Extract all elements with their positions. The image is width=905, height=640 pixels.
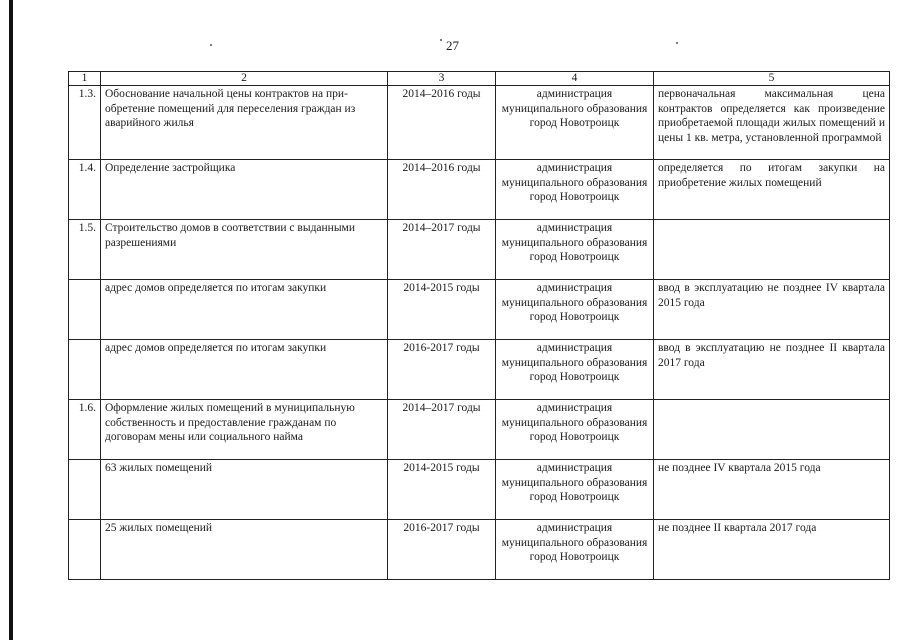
measure-name: 63 жилых помещений bbox=[101, 460, 388, 520]
measure-name: Оформление жилых помещений в муниципальную собственность и предоставление гражданам по договорам мены или социального найма bbox=[101, 400, 388, 460]
measure-name: адрес домов определяется по итогам закупки bbox=[101, 280, 388, 340]
measure-period: 2014-2015 годы bbox=[388, 460, 496, 520]
measure-period: 2014–2016 годы bbox=[388, 160, 496, 220]
table-row bbox=[69, 86, 890, 160]
measure-name: Строительство домов в соответствии с выданными разрешениями bbox=[101, 220, 388, 280]
measure-name: Определение застройщика bbox=[101, 160, 388, 220]
scan-edge-bar bbox=[9, 0, 13, 640]
measure-executor: администрация муниципального образования город Новотроицк bbox=[496, 220, 654, 280]
row-number bbox=[69, 340, 101, 400]
row-number bbox=[69, 280, 101, 340]
row-number bbox=[69, 520, 101, 580]
measure-result: первоначальная максимальная цена контрактов определяется как произведение приобретаемой площади жилых помещений и цены 1 кв. метра, установленной программой bbox=[654, 86, 890, 160]
measure-name: Обоснование начальной цены контрактов на при-обретение помещений для переселения граждан из аварийного жилья bbox=[101, 86, 388, 160]
row-number: 1.5. bbox=[69, 220, 101, 280]
measure-result: не позднее II квартала 2017 года bbox=[654, 520, 890, 580]
measure-executor: администрация муниципального образования город Новотроицк bbox=[496, 460, 654, 520]
table-row bbox=[69, 280, 890, 340]
measure-result: не позднее IV квартала 2015 года bbox=[654, 460, 890, 520]
header-col-4: 4 bbox=[496, 72, 654, 86]
header-col-5: 5 bbox=[654, 72, 890, 86]
measure-result: ввод в эксплуатацию не позднее IV квартала 2015 года bbox=[654, 280, 890, 340]
measures-table bbox=[68, 71, 890, 580]
table-row bbox=[69, 520, 890, 580]
measure-period: 2014–2017 годы bbox=[388, 220, 496, 280]
measure-executor: администрация муниципального образования город Новотроицк bbox=[496, 86, 654, 160]
header-col-3: 3 bbox=[388, 72, 496, 86]
measure-executor: администрация муниципального образования город Новотроицк bbox=[496, 400, 654, 460]
measure-executor: администрация муниципального образования город Новотроицк bbox=[496, 280, 654, 340]
table-row bbox=[69, 340, 890, 400]
measure-period: 2014–2016 годы bbox=[388, 86, 496, 160]
measure-period: 2016-2017 годы bbox=[388, 340, 496, 400]
table-row bbox=[69, 400, 890, 460]
row-number: 1.6. bbox=[69, 400, 101, 460]
header-col-2: 2 bbox=[101, 72, 388, 86]
measure-result bbox=[654, 220, 890, 280]
header-col-1: 1 bbox=[69, 72, 101, 86]
measure-result: ввод в эксплуатацию не позднее II квартала 2017 года bbox=[654, 340, 890, 400]
measure-name: адрес домов определяется по итогам закупки bbox=[101, 340, 388, 400]
row-number: 1.4. bbox=[69, 160, 101, 220]
measure-name: 25 жилых помещений bbox=[101, 520, 388, 580]
measure-executor: администрация муниципального образования город Новотроицк bbox=[496, 160, 654, 220]
row-number: 1.3. bbox=[69, 86, 101, 160]
table-row bbox=[69, 160, 890, 220]
measure-executor: администрация муниципального образования город Новотроицк bbox=[496, 340, 654, 400]
measure-period: 2016-2017 годы bbox=[388, 520, 496, 580]
measure-executor: администрация муниципального образования город Новотроицк bbox=[496, 520, 654, 580]
table-row bbox=[69, 460, 890, 520]
measure-period: 2014–2017 годы bbox=[388, 400, 496, 460]
table-row bbox=[69, 220, 890, 280]
measure-result bbox=[654, 400, 890, 460]
measure-period: 2014-2015 годы bbox=[388, 280, 496, 340]
page-number: 27 bbox=[446, 38, 459, 53]
row-number bbox=[69, 460, 101, 520]
measure-result: определяется по итогам закупки на приобретение жилых помещений bbox=[654, 160, 890, 220]
table-header-row bbox=[69, 72, 890, 86]
